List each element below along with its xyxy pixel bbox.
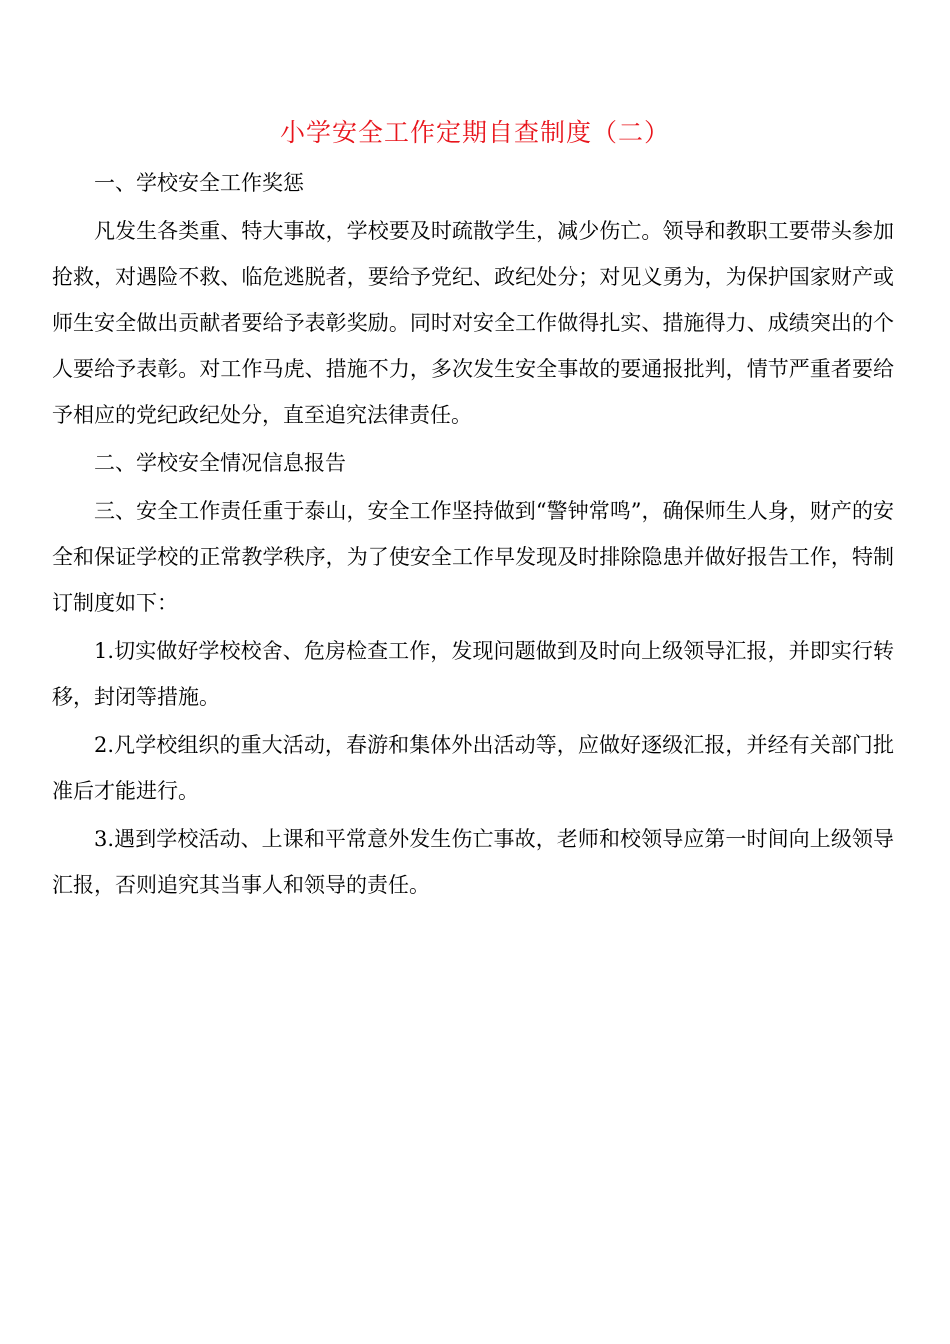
- list-item-accidents: 3.遇到学校活动、上课和平常意外发生伤亡事故，老师和校领导应第一时间向上级领导汇报，否则追究其当事人和领导的责任。: [52, 827, 894, 897]
- section-heading-rewards: 一、学校安全工作奖惩: [94, 171, 304, 195]
- list-item-inspection: 1.切实做好学校校舍、危房检查工作，发现问题做到及时向上级领导汇报，并即实行转移，封闭等措施。: [52, 639, 894, 709]
- document-body: [52, 160, 894, 910]
- paragraph-rewards: 凡发生各类重、特大事故，学校要及时疏散学生，减少伤亡。领导和教职工要带头参加抢救，对遇险不救、临危逃脱者，要给予党纪、政纪处分；对见义勇为，为保护国家财产或师生安全做出贡献者要给予表彰奖励。同时对安全工作做得扎实、措施得力、成绩突出的个人要给予表彰。对工作马虎、措施不力，多次发生安全事故的要通报批判，情节严重者要给予相应的党纪政纪处分，直至追究法律责任。: [52, 219, 894, 427]
- document-title: 小学安全工作定期自查制度（二）: [279, 118, 670, 147]
- paragraph-responsibility: 三、安全工作责任重于泰山，安全工作坚持做到“警钟常鸣”，确保师生人身，财产的安全和保证学校的正常教学秩序，为了使安全工作早发现及时排除隐患并做好报告工作，特制订制度如下：: [52, 499, 894, 615]
- section-heading-reporting: 二、学校安全情况信息报告: [94, 451, 346, 475]
- list-item-activities: 2.凡学校组织的重大活动，春游和集体外出活动等，应做好逐级汇报，并经有关部门批准后才能进行。: [52, 733, 894, 803]
